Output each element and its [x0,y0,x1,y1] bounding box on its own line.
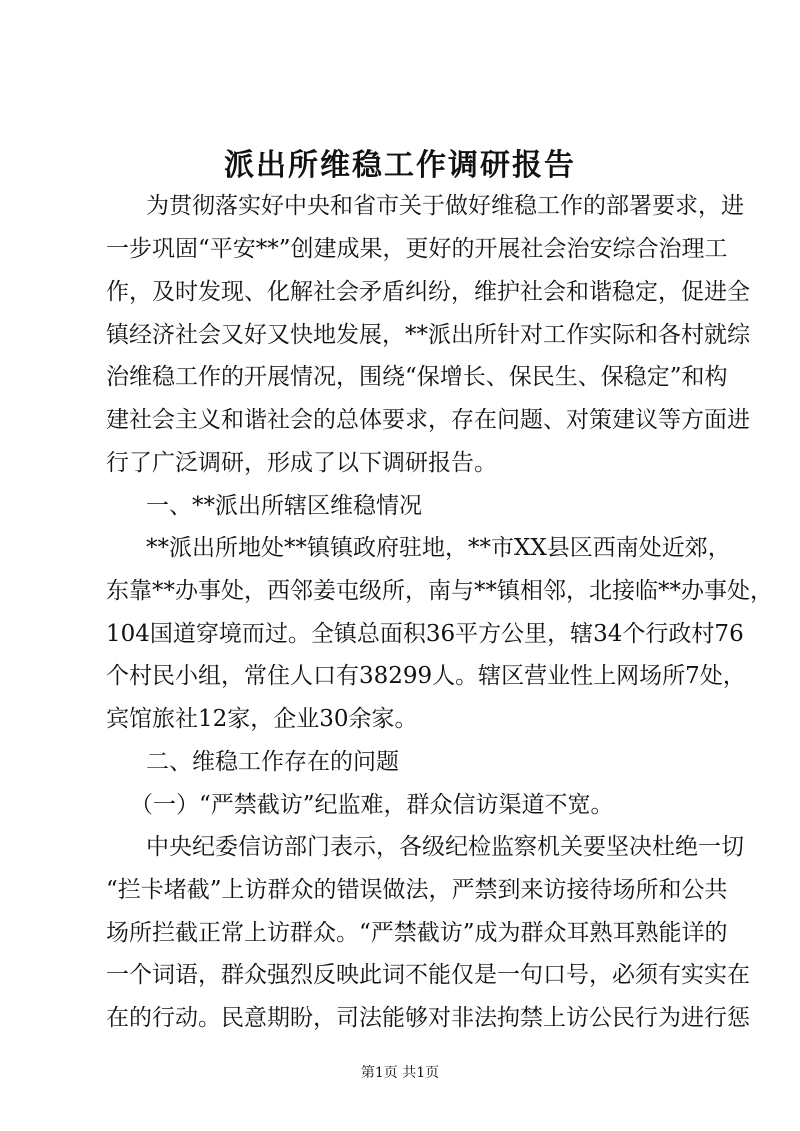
paragraph-2-line-2: 东靠**办事处，西邻姜屯级所，南与**镇相邻，北接临**办事处， [106,578,773,604]
paragraph-3-line-1: 中央纪委信访部门表示，各级纪检监察机关要坚决杜绝一切 [146,834,744,860]
paragraph-1-line-4: 镇经济社会又好又快地发展，**派出所针对工作实际和各村就综 [106,322,750,348]
section-heading-2: 二、维稳工作存在的问题 [146,749,399,775]
paragraph-3-line-3: 场所拦截正常上访群众。“严禁截访”成为群众耳熟耳熟能详的 [106,920,728,946]
document-title: 派出所维稳工作调研报告 [224,148,576,183]
paragraph-1-line-7: 行了广泛调研，形成了以下调研报告。 [106,450,497,476]
subsection-heading-1: （一）“严禁截访”纪监难，群众信访渠道不宽。 [130,792,614,818]
paragraph-3-line-2: “拦卡堵截”上访群众的错误做法，严禁到来访接待场所和公共 [106,877,728,903]
paragraph-1-line-3: 作，及时发现、化解社会矛盾纠纷，维护社会和谐稳定，促进全 [106,279,750,305]
paragraph-1-line-5: 治维稳工作的开展情况，围绕“保增长、保民生、保稳定”和构 [106,364,728,390]
paragraph-1-line-6: 建社会主义和谐社会的总体要求，存在问题、对策建议等方面进 [106,407,750,433]
paragraph-1-line-2: 一步巩固“平安**”创建成果，更好的开展社会治安综合治理工 [106,236,728,262]
page-footer: 第1页 共1页 [360,1065,440,1081]
paragraph-3-line-4: 一个词语，群众强烈反映此词不能仅是一句口号，必须有实实在 [106,962,750,988]
paragraph-2-line-4: 个村民小组，常住人口有38299人。辖区营业性上网场所7处， [106,663,746,689]
section-heading-1: 一、**派出所辖区维稳情况 [146,493,422,519]
paragraph-2-line-1: **派出所地处**镇镇政府驻地，**市XX县区西南处近郊， [146,535,731,561]
paragraph-3-line-5: 在的行动。民意期盼，司法能够对非法拘禁上访公民行为进行惩 [106,1005,750,1031]
paragraph-2-line-3: 104国道穿境而过。全镇总面积36平方公里，辖34个行政村76 [106,621,744,647]
paragraph-2-line-5: 宾馆旅社12家，企业30余家。 [106,706,418,732]
paragraph-1-line-1: 为贯彻落实好中央和省市关于做好维稳工作的部署要求，进 [146,193,744,219]
